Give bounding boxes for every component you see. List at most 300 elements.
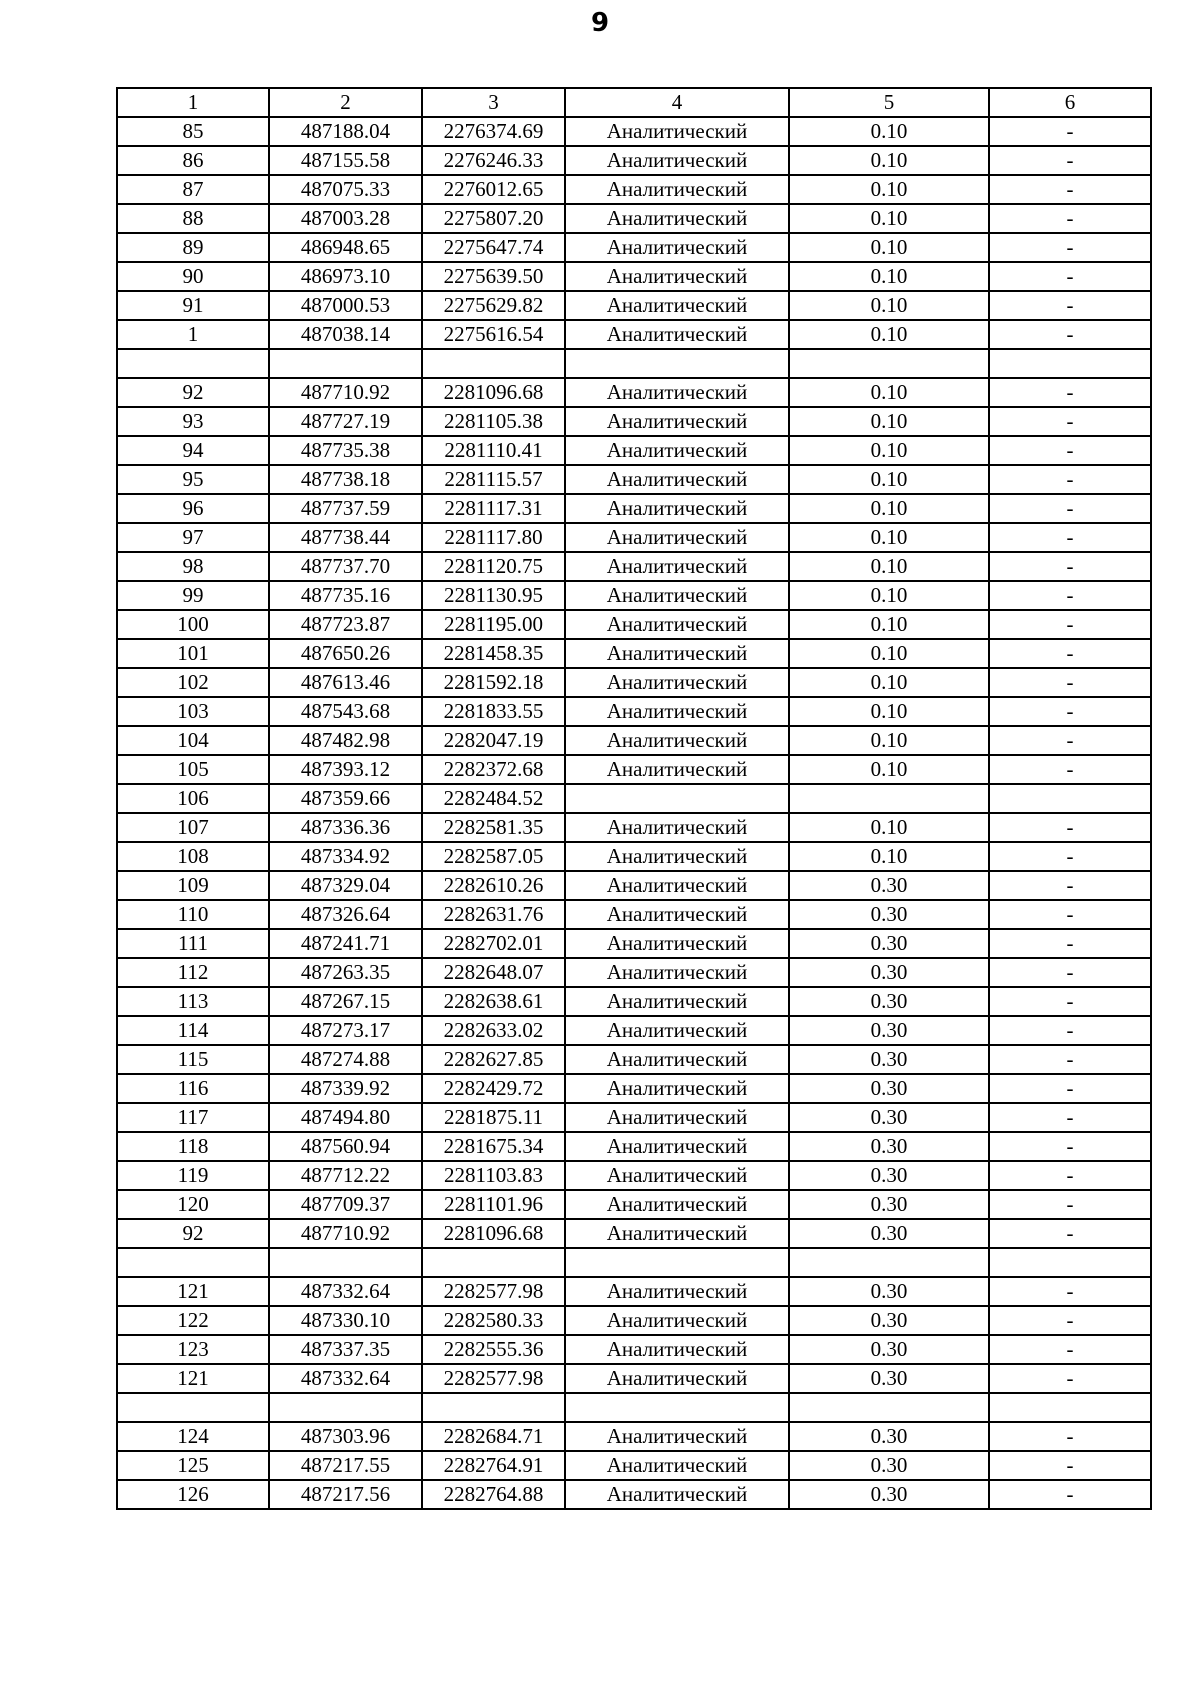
- y-coordinate-cell: 2281096.68: [422, 1219, 565, 1248]
- note-cell: -: [989, 1335, 1151, 1364]
- y-coordinate-cell: 2281117.31: [422, 494, 565, 523]
- point-number-cell: 94: [117, 436, 269, 465]
- note-cell: -: [989, 146, 1151, 175]
- note-cell: -: [989, 494, 1151, 523]
- note-cell: -: [989, 552, 1151, 581]
- method-cell: Аналитический: [565, 465, 789, 494]
- note-cell: -: [989, 1132, 1151, 1161]
- point-number-cell: 85: [117, 117, 269, 146]
- table-row: [117, 1364, 1151, 1393]
- x-coordinate-cell: 487359.66: [269, 784, 422, 813]
- x-coordinate-cell: 487330.10: [269, 1306, 422, 1335]
- method-cell: Аналитический: [565, 552, 789, 581]
- point-number-cell: 118: [117, 1132, 269, 1161]
- table-row: [117, 1045, 1151, 1074]
- method-cell: Аналитический: [565, 639, 789, 668]
- method-cell: Аналитический: [565, 581, 789, 610]
- x-coordinate-cell: [269, 349, 422, 378]
- table-row: [117, 204, 1151, 233]
- note-cell: -: [989, 436, 1151, 465]
- point-number-cell: 100: [117, 610, 269, 639]
- note-cell: -: [989, 1306, 1151, 1335]
- note-cell: -: [989, 1219, 1151, 1248]
- accuracy-cell: 0.10: [789, 407, 989, 436]
- header-cell: 6: [989, 88, 1151, 117]
- point-number-cell: 98: [117, 552, 269, 581]
- point-number-cell: 122: [117, 1306, 269, 1335]
- x-coordinate-cell: 487000.53: [269, 291, 422, 320]
- table-row: [117, 465, 1151, 494]
- table-row: [117, 581, 1151, 610]
- accuracy-cell: 0.10: [789, 117, 989, 146]
- table-row: [117, 1480, 1151, 1509]
- note-cell: -: [989, 465, 1151, 494]
- note-cell: -: [989, 987, 1151, 1016]
- note-cell: [989, 784, 1151, 813]
- table-row: [117, 1103, 1151, 1132]
- note-cell: -: [989, 1480, 1151, 1509]
- table-row: [117, 262, 1151, 291]
- method-cell: Аналитический: [565, 900, 789, 929]
- x-coordinate-cell: 486948.65: [269, 233, 422, 262]
- accuracy-cell: 0.30: [789, 1074, 989, 1103]
- x-coordinate-cell: 487710.92: [269, 1219, 422, 1248]
- y-coordinate-cell: 2282581.35: [422, 813, 565, 842]
- point-number-cell: 87: [117, 175, 269, 204]
- accuracy-cell: 0.10: [789, 204, 989, 233]
- note-cell: [989, 1248, 1151, 1277]
- method-cell: Аналитический: [565, 523, 789, 552]
- accuracy-cell: 0.10: [789, 668, 989, 697]
- x-coordinate-cell: 487003.28: [269, 204, 422, 233]
- accuracy-cell: 0.10: [789, 465, 989, 494]
- method-cell: Аналитический: [565, 291, 789, 320]
- method-cell: Аналитический: [565, 1480, 789, 1509]
- y-coordinate-cell: 2281592.18: [422, 668, 565, 697]
- table-header: [117, 88, 1151, 117]
- x-coordinate-cell: 487560.94: [269, 1132, 422, 1161]
- x-coordinate-cell: 487155.58: [269, 146, 422, 175]
- table-row: [117, 639, 1151, 668]
- note-cell: [989, 1393, 1151, 1422]
- y-coordinate-cell: 2281458.35: [422, 639, 565, 668]
- y-coordinate-cell: [422, 1393, 565, 1422]
- note-cell: -: [989, 175, 1151, 204]
- accuracy-cell: 0.30: [789, 1364, 989, 1393]
- x-coordinate-cell: 487337.35: [269, 1335, 422, 1364]
- method-cell: Аналитический: [565, 1451, 789, 1480]
- table-row: [117, 958, 1151, 987]
- header-cell: 4: [565, 88, 789, 117]
- table-row: [117, 987, 1151, 1016]
- y-coordinate-cell: 2281103.83: [422, 1161, 565, 1190]
- x-coordinate-cell: 487303.96: [269, 1422, 422, 1451]
- point-number-cell: 1: [117, 320, 269, 349]
- point-number-cell: 91: [117, 291, 269, 320]
- y-coordinate-cell: [422, 349, 565, 378]
- x-coordinate-cell: 487709.37: [269, 1190, 422, 1219]
- accuracy-cell: 0.30: [789, 1306, 989, 1335]
- x-coordinate-cell: 487738.18: [269, 465, 422, 494]
- note-cell: -: [989, 291, 1151, 320]
- table-row: [117, 1016, 1151, 1045]
- y-coordinate-cell: 2275807.20: [422, 204, 565, 233]
- accuracy-cell: 0.10: [789, 291, 989, 320]
- y-coordinate-cell: 2282577.98: [422, 1364, 565, 1393]
- method-cell: Аналитический: [565, 117, 789, 146]
- x-coordinate-cell: 487217.56: [269, 1480, 422, 1509]
- point-number-cell: 101: [117, 639, 269, 668]
- method-cell: Аналитический: [565, 1161, 789, 1190]
- accuracy-cell: 0.30: [789, 900, 989, 929]
- point-number-cell: 110: [117, 900, 269, 929]
- point-number-cell: 105: [117, 755, 269, 784]
- table-row: [117, 291, 1151, 320]
- method-cell: Аналитический: [565, 755, 789, 784]
- y-coordinate-cell: 2281195.00: [422, 610, 565, 639]
- accuracy-cell: 0.10: [789, 610, 989, 639]
- point-number-cell: 119: [117, 1161, 269, 1190]
- method-cell: Аналитический: [565, 233, 789, 262]
- note-cell: -: [989, 1074, 1151, 1103]
- point-number-cell: 117: [117, 1103, 269, 1132]
- y-coordinate-cell: 2275647.74: [422, 233, 565, 262]
- method-cell: Аналитический: [565, 1045, 789, 1074]
- accuracy-cell: 0.10: [789, 581, 989, 610]
- accuracy-cell: 0.30: [789, 1103, 989, 1132]
- note-cell: -: [989, 1277, 1151, 1306]
- note-cell: -: [989, 958, 1151, 987]
- method-cell: Аналитический: [565, 436, 789, 465]
- note-cell: -: [989, 900, 1151, 929]
- x-coordinate-cell: 487738.44: [269, 523, 422, 552]
- method-cell: Аналитический: [565, 262, 789, 291]
- y-coordinate-cell: 2282638.61: [422, 987, 565, 1016]
- x-coordinate-cell: 487188.04: [269, 117, 422, 146]
- note-cell: -: [989, 581, 1151, 610]
- accuracy-cell: 0.30: [789, 1335, 989, 1364]
- note-cell: -: [989, 639, 1151, 668]
- accuracy-cell: [789, 1248, 989, 1277]
- header-cell: 3: [422, 88, 565, 117]
- note-cell: -: [989, 697, 1151, 726]
- x-coordinate-cell: 487332.64: [269, 1364, 422, 1393]
- table-row: [117, 523, 1151, 552]
- point-number-cell: 106: [117, 784, 269, 813]
- point-number-cell: [117, 1393, 269, 1422]
- table-row: [117, 1335, 1151, 1364]
- table-row: [117, 407, 1151, 436]
- accuracy-cell: 0.10: [789, 813, 989, 842]
- x-coordinate-cell: 487336.36: [269, 813, 422, 842]
- table-row: [117, 1248, 1151, 1277]
- table-row: [117, 784, 1151, 813]
- table-row: [117, 1074, 1151, 1103]
- method-cell: Аналитический: [565, 929, 789, 958]
- y-coordinate-cell: 2281115.57: [422, 465, 565, 494]
- note-cell: -: [989, 755, 1151, 784]
- x-coordinate-cell: 487710.92: [269, 378, 422, 407]
- accuracy-cell: 0.30: [789, 1277, 989, 1306]
- point-number-cell: 90: [117, 262, 269, 291]
- note-cell: -: [989, 726, 1151, 755]
- note-cell: -: [989, 320, 1151, 349]
- point-number-cell: 107: [117, 813, 269, 842]
- table-row: [117, 233, 1151, 262]
- note-cell: -: [989, 1190, 1151, 1219]
- y-coordinate-cell: 2281120.75: [422, 552, 565, 581]
- y-coordinate-cell: 2281110.41: [422, 436, 565, 465]
- method-cell: Аналитический: [565, 987, 789, 1016]
- x-coordinate-cell: 487482.98: [269, 726, 422, 755]
- x-coordinate-cell: 487712.22: [269, 1161, 422, 1190]
- table-row: [117, 1451, 1151, 1480]
- accuracy-cell: 0.10: [789, 726, 989, 755]
- note-cell: -: [989, 262, 1151, 291]
- accuracy-cell: 0.30: [789, 1219, 989, 1248]
- method-cell: Аналитический: [565, 175, 789, 204]
- table-row: [117, 378, 1151, 407]
- note-cell: -: [989, 407, 1151, 436]
- point-number-cell: 95: [117, 465, 269, 494]
- table-row: [117, 755, 1151, 784]
- y-coordinate-cell: 2281096.68: [422, 378, 565, 407]
- note-cell: -: [989, 523, 1151, 552]
- point-number-cell: 88: [117, 204, 269, 233]
- method-cell: [565, 349, 789, 378]
- y-coordinate-cell: 2275616.54: [422, 320, 565, 349]
- accuracy-cell: 0.10: [789, 639, 989, 668]
- y-coordinate-cell: 2282587.05: [422, 842, 565, 871]
- point-number-cell: 108: [117, 842, 269, 871]
- table-row: [117, 349, 1151, 378]
- y-coordinate-cell: 2282555.36: [422, 1335, 565, 1364]
- table-row: [117, 1422, 1151, 1451]
- note-cell: -: [989, 668, 1151, 697]
- note-cell: -: [989, 610, 1151, 639]
- coordinates-table: [116, 87, 1152, 1510]
- table-row: [117, 929, 1151, 958]
- method-cell: Аналитический: [565, 1103, 789, 1132]
- accuracy-cell: 0.30: [789, 929, 989, 958]
- table-row: [117, 436, 1151, 465]
- method-cell: Аналитический: [565, 842, 789, 871]
- table-row: [117, 1132, 1151, 1161]
- accuracy-cell: 0.10: [789, 494, 989, 523]
- note-cell: -: [989, 842, 1151, 871]
- note-cell: -: [989, 117, 1151, 146]
- method-cell: [565, 1393, 789, 1422]
- method-cell: Аналитический: [565, 1335, 789, 1364]
- accuracy-cell: [789, 349, 989, 378]
- y-coordinate-cell: 2281875.11: [422, 1103, 565, 1132]
- accuracy-cell: 0.10: [789, 146, 989, 175]
- point-number-cell: 109: [117, 871, 269, 900]
- y-coordinate-cell: 2281105.38: [422, 407, 565, 436]
- table-row: [117, 146, 1151, 175]
- accuracy-cell: 0.10: [789, 320, 989, 349]
- point-number-cell: 114: [117, 1016, 269, 1045]
- x-coordinate-cell: 487329.04: [269, 871, 422, 900]
- accuracy-cell: 0.30: [789, 1480, 989, 1509]
- point-number-cell: 112: [117, 958, 269, 987]
- point-number-cell: 99: [117, 581, 269, 610]
- header-cell: 1: [117, 88, 269, 117]
- table-row: [117, 871, 1151, 900]
- x-coordinate-cell: 487393.12: [269, 755, 422, 784]
- method-cell: [565, 1248, 789, 1277]
- accuracy-cell: 0.10: [789, 523, 989, 552]
- x-coordinate-cell: 486973.10: [269, 262, 422, 291]
- x-coordinate-cell: 487735.38: [269, 436, 422, 465]
- point-number-cell: 116: [117, 1074, 269, 1103]
- note-cell: -: [989, 233, 1151, 262]
- y-coordinate-cell: 2276012.65: [422, 175, 565, 204]
- accuracy-cell: 0.10: [789, 697, 989, 726]
- y-coordinate-cell: 2282631.76: [422, 900, 565, 929]
- table-row: [117, 1219, 1151, 1248]
- table-row: [117, 726, 1151, 755]
- note-cell: -: [989, 1103, 1151, 1132]
- note-cell: -: [989, 929, 1151, 958]
- method-cell: Аналитический: [565, 1364, 789, 1393]
- point-number-cell: 92: [117, 378, 269, 407]
- note-cell: -: [989, 871, 1151, 900]
- method-cell: Аналитический: [565, 668, 789, 697]
- y-coordinate-cell: 2281675.34: [422, 1132, 565, 1161]
- note-cell: -: [989, 1161, 1151, 1190]
- method-cell: Аналитический: [565, 697, 789, 726]
- point-number-cell: 97: [117, 523, 269, 552]
- x-coordinate-cell: 487267.15: [269, 987, 422, 1016]
- method-cell: Аналитический: [565, 320, 789, 349]
- x-coordinate-cell: 487737.70: [269, 552, 422, 581]
- accuracy-cell: 0.30: [789, 1422, 989, 1451]
- table-row: [117, 697, 1151, 726]
- method-cell: Аналитический: [565, 204, 789, 233]
- accuracy-cell: 0.30: [789, 987, 989, 1016]
- y-coordinate-cell: 2282372.68: [422, 755, 565, 784]
- y-coordinate-cell: 2275629.82: [422, 291, 565, 320]
- method-cell: Аналитический: [565, 726, 789, 755]
- note-cell: -: [989, 378, 1151, 407]
- x-coordinate-cell: 487217.55: [269, 1451, 422, 1480]
- method-cell: Аналитический: [565, 1219, 789, 1248]
- accuracy-cell: [789, 784, 989, 813]
- x-coordinate-cell: 487727.19: [269, 407, 422, 436]
- method-cell: Аналитический: [565, 1190, 789, 1219]
- x-coordinate-cell: 487339.92: [269, 1074, 422, 1103]
- accuracy-cell: 0.10: [789, 262, 989, 291]
- header-row: [117, 88, 1151, 117]
- y-coordinate-cell: 2282764.88: [422, 1480, 565, 1509]
- point-number-cell: [117, 349, 269, 378]
- point-number-cell: 89: [117, 233, 269, 262]
- accuracy-cell: 0.30: [789, 958, 989, 987]
- accuracy-cell: 0.10: [789, 842, 989, 871]
- header-cell: 2: [269, 88, 422, 117]
- table-row: [117, 668, 1151, 697]
- point-number-cell: 103: [117, 697, 269, 726]
- x-coordinate-cell: [269, 1248, 422, 1277]
- y-coordinate-cell: 2282047.19: [422, 726, 565, 755]
- point-number-cell: 113: [117, 987, 269, 1016]
- method-cell: Аналитический: [565, 146, 789, 175]
- accuracy-cell: [789, 1393, 989, 1422]
- method-cell: Аналитический: [565, 610, 789, 639]
- accuracy-cell: 0.30: [789, 871, 989, 900]
- accuracy-cell: 0.10: [789, 755, 989, 784]
- x-coordinate-cell: 487543.68: [269, 697, 422, 726]
- y-coordinate-cell: 2282702.01: [422, 929, 565, 958]
- x-coordinate-cell: 487038.14: [269, 320, 422, 349]
- method-cell: Аналитический: [565, 1306, 789, 1335]
- table-row: [117, 1277, 1151, 1306]
- accuracy-cell: 0.10: [789, 436, 989, 465]
- method-cell: Аналитический: [565, 1422, 789, 1451]
- table-body: [117, 117, 1151, 1509]
- x-coordinate-cell: 487263.35: [269, 958, 422, 987]
- table-row: [117, 1161, 1151, 1190]
- accuracy-cell: 0.10: [789, 552, 989, 581]
- point-number-cell: 124: [117, 1422, 269, 1451]
- x-coordinate-cell: 487273.17: [269, 1016, 422, 1045]
- y-coordinate-cell: 2282684.71: [422, 1422, 565, 1451]
- point-number-cell: 96: [117, 494, 269, 523]
- point-number-cell: 123: [117, 1335, 269, 1364]
- accuracy-cell: 0.30: [789, 1045, 989, 1074]
- accuracy-cell: 0.10: [789, 233, 989, 262]
- table-row: [117, 494, 1151, 523]
- x-coordinate-cell: 487613.46: [269, 668, 422, 697]
- point-number-cell: 93: [117, 407, 269, 436]
- method-cell: Аналитический: [565, 1074, 789, 1103]
- point-number-cell: 126: [117, 1480, 269, 1509]
- table-row: [117, 813, 1151, 842]
- page-number: 9: [590, 8, 610, 38]
- accuracy-cell: 0.30: [789, 1016, 989, 1045]
- method-cell: Аналитический: [565, 958, 789, 987]
- note-cell: [989, 349, 1151, 378]
- x-coordinate-cell: 487737.59: [269, 494, 422, 523]
- point-number-cell: 111: [117, 929, 269, 958]
- method-cell: Аналитический: [565, 378, 789, 407]
- method-cell: Аналитический: [565, 813, 789, 842]
- y-coordinate-cell: 2276374.69: [422, 117, 565, 146]
- point-number-cell: 125: [117, 1451, 269, 1480]
- point-number-cell: 104: [117, 726, 269, 755]
- y-coordinate-cell: 2276246.33: [422, 146, 565, 175]
- y-coordinate-cell: 2281130.95: [422, 581, 565, 610]
- y-coordinate-cell: 2282633.02: [422, 1016, 565, 1045]
- y-coordinate-cell: 2282580.33: [422, 1306, 565, 1335]
- table-row: [117, 1190, 1151, 1219]
- x-coordinate-cell: 487650.26: [269, 639, 422, 668]
- y-coordinate-cell: 2281117.80: [422, 523, 565, 552]
- x-coordinate-cell: [269, 1393, 422, 1422]
- table-row: [117, 842, 1151, 871]
- y-coordinate-cell: 2282610.26: [422, 871, 565, 900]
- y-coordinate-cell: 2282577.98: [422, 1277, 565, 1306]
- y-coordinate-cell: 2282648.07: [422, 958, 565, 987]
- table-row: [117, 552, 1151, 581]
- y-coordinate-cell: 2281833.55: [422, 697, 565, 726]
- y-coordinate-cell: 2282764.91: [422, 1451, 565, 1480]
- x-coordinate-cell: 487494.80: [269, 1103, 422, 1132]
- y-coordinate-cell: 2282484.52: [422, 784, 565, 813]
- accuracy-cell: 0.30: [789, 1190, 989, 1219]
- x-coordinate-cell: 487332.64: [269, 1277, 422, 1306]
